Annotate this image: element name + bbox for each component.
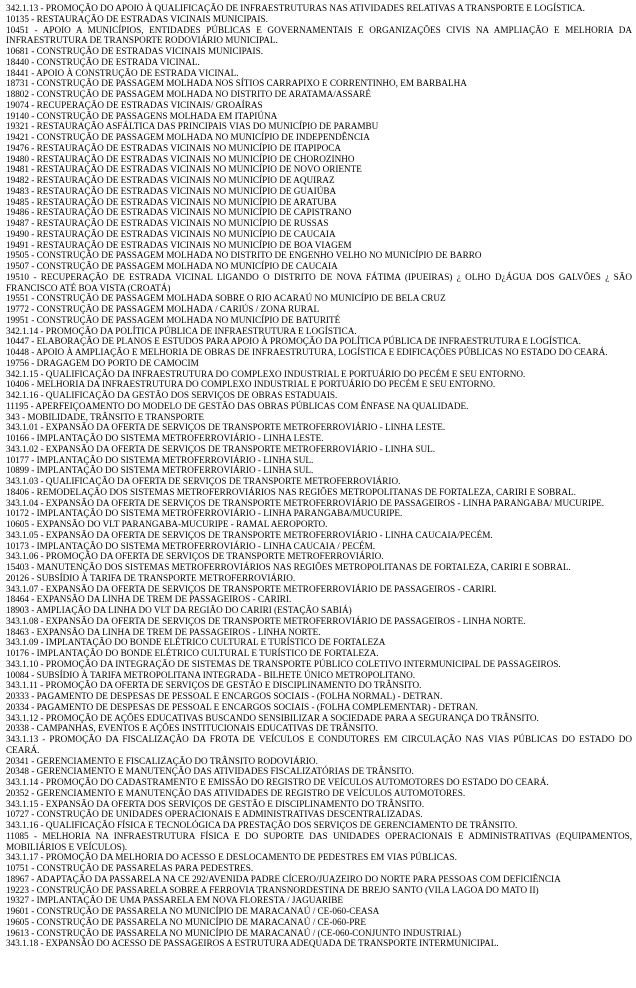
document-line: 10451 - APOIO A MUNICÍPIOS, ENTIDADES PÚBLICAS E GOVERNAMENTAIS E ORGANIZAÇÕES CIVIS NA AMPLIAÇÃO E MELHORIA DA INFRAESTRUTURA DE TRANSPORTE RODOVIÁRIO MUNICIPAL.: [6, 24, 632, 46]
document-line: 19491 - RESTAURAÇÃO DE ESTRADAS VICINAIS NO MUNICÍPIO DE BOA VIAGEM: [6, 239, 352, 250]
document-line: 10605 - EXPANSÃO DO VLT PARANGABA-MUCURIPE - RAMAL AEROPORTO.: [6, 519, 328, 529]
document-line: 343.1.02 - EXPANSÃO DA OFERTA DE SERVIÇOS DE TRANSPORTE METROFERROVIÁRIO - LINHA SUL.: [6, 443, 436, 454]
document-line: 19951 - CONSTRUÇÃO DE PASSAGEM MOLHADA NO MUNICÍPIO DE BATURITÉ: [6, 314, 341, 325]
document-line: 19327 - IMPLANTAÇÃO DE UMA PASSARELA EM NOVA FLORESTA / JAGUARIBE: [6, 895, 343, 906]
document-line: 342.1.14 - PROMOÇÃO DA POLÍTICA PÚBLICA DE INFRAESTRUTURA E LOGÍSTICA.: [6, 325, 357, 336]
document-line: 20333 - PAGAMENTO DE DESPESAS DE PESSOAL E ENCARGOS SOCIAIS - (FOLHA NORMAL) - DETRAN.: [6, 691, 443, 701]
document-line: 343.1.08 - EXPANSÃO DA OFERTA DE SERVIÇOS DE TRANSPORTE METROFERROVIÁRIO DE PASSAGEIROS - LINHA NORTE.: [6, 615, 526, 626]
document-line: 343.1.18 - EXPANSÃO DO ACESSO DE PASSAGEIROS A ESTRUTURA ADEQUADA DE TRANSPORTE INTERMUNICIPAL.: [6, 938, 499, 949]
document-line: 10173 - IMPLANTAÇÃO DO SISTEMA METROFERROVIÁRIO - LINHA CAUCAIA / PECÉM.: [6, 540, 376, 551]
document-line: 19605 - CONSTRUÇÃO DE PASSARELA NO MUNICÍPIO DE MARACANAÚ / CE-060-PRE: [6, 916, 367, 927]
document-line: 18464 - EXPANSÃO DA LINHA DE TREM DE PASSAGEIROS - CARIRI.: [6, 594, 292, 605]
document-line: 343.1.11 - PROMOÇÃO DA OFERTA DE SERVIÇOS DE GESTÃO E DISCIPLINAMENTO DO TRÂNSITO.: [6, 680, 422, 691]
document-line: 18463 - EXPANSÃO DA LINHA DE TREM DE PASSAGEIROS - LINHA NORTE.: [6, 626, 321, 637]
document-line: 19421 - CONSTRUÇÃO DE PASSAGEM MOLHADA NO MUNICÍPIO DE INDEPENDÊNCIA: [6, 132, 370, 142]
document-line: 19223 - CONSTRUÇÃO DE PASSARELA SOBRE A FERROVIA TRANSNORDESTINA DE BREJO SANTO (VILA LAGOA DO MATO II): [6, 884, 539, 895]
document-line: 10172 - IMPLANTAÇÃO DO SISTEMA METROFERROVIÁRIO - LINHA PARANGABA/MUCURIPE.: [6, 508, 403, 519]
document-line: 20352 - GERENCIAMENTO E MANUTENÇÃO DAS ATIVIDADES DE REGISTRO DE VEÍCULOS AUTOMOTORES.: [6, 787, 466, 798]
document-line: 343.1.07 - EXPANSÃO DA OFERTA DE SERVIÇOS DE TRANSPORTE METROFERROVIÁRIO DE PASSAGEIROS - CARIRI.: [6, 583, 497, 594]
document-line: 342.1.16 - QUALIFICAÇÃO DA GESTÃO DOS SERVIÇOS DE OBRAS ESTADUAIS.: [6, 390, 338, 400]
document-line: 10176 - IMPLANTAÇÃO DO BONDE ELÉTRICO CULTURAL E TURÍSTICO DE FORTALEZA.: [6, 648, 379, 658]
document-line: 19486 - RESTAURAÇÃO DE ESTRADAS VICINAIS NO MUNICÍPIO DE CAPISTRANO: [6, 207, 352, 218]
document-line: 19321 - RESTAURAÇÃO ASFÁLTICA DAS PRINCIPAIS VIAS DO MUNICÍPIO DE PARAMBU: [6, 121, 379, 132]
document-line: 20341 - GERENCIAMENTO E FISCALIZAÇÃO DO TRÂNSITO RODOVIÁRIO.: [6, 755, 318, 766]
document-line: 19551 - CONSTRUÇÃO DE PASSAGEM MOLHADA SOBRE O RIO ACARAÚ NO MUNICÍPIO DE BELA CRUZ: [6, 293, 446, 304]
document-line: 19481 - RESTAURAÇÃO DE ESTRADAS VICINAIS NO MUNICÍPIO DE NOVO ORIENTE: [6, 164, 362, 175]
document-line: 19507 - CONSTRUÇÃO DE PASSAGEM MOLHADA NO MUNICÍPIO DE CAUCAIA: [6, 261, 338, 271]
document-line: 20126 - SUBSÍDIO À TARIFA DE TRANSPORTE METROFERROVIÁRIO.: [6, 572, 296, 583]
document-line: 19485 - RESTAURAÇÃO DE ESTRADAS VICINAIS NO MUNICÍPIO DE ARATUBA: [6, 196, 337, 207]
document-line: 10751 - CONSTRUÇÃO DE PASSARELAS PARA PEDESTRES.: [6, 863, 254, 873]
document-line: 19490 - RESTAURAÇÃO DE ESTRADAS VICINAIS NO MUNICÍPIO DE CAUCAIA: [6, 228, 336, 239]
document-line: 343.1.10 - PROMOÇÃO DA INTEGRAÇÃO DE SISTEMAS DE TRANSPORTE PÚBLICO COLETIVO INTERMUNICIPAL DE PASSAGEIROS.: [6, 658, 561, 669]
document-line: 343.1.14 - PROMOÇÃO DO CADASTRAMENTO E EMISSÃO DO REGISTRO DE VEÍCULOS AUTOMOTORES DO ESTADO DO CEARÁ.: [6, 777, 549, 787]
document-line: 343.1.13 - PROMOÇÃO DA FISCALIZAÇÃO DA FROTA DE VEÍCULOS E CONDUTORES EM CIRCULAÇÃO NAS VIAS PÚBLICAS DO ESTADO DO CEARÁ.: [6, 734, 632, 755]
document-line: 10406 - MELHORIA DA INFRAESTRUTURA DO COMPLEXO INDUSTRIAL E PORTUÁRIO DO PECÉM E SEU ENTORNO.: [6, 379, 496, 390]
document-line: 11195 - APERFEIÇOAMENTO DO MODELO DE GESTÃO DAS OBRAS PÚBLICAS COM ÊNFASE NA QUALIDADE.: [6, 400, 469, 411]
document-line: 19476 - RESTAURAÇÃO DE ESTRADAS VICINAIS NO MUNICÍPIO DE ITAPIPOCA: [6, 142, 341, 153]
document-line: 18440 - CONSTRUÇÃO DE ESTRADA VICINAL.: [6, 56, 200, 67]
document-line: 18903 - AMPLIAÇÃO DA LINHA DO VLT DA REGIÃO DO CARIRI (ESTAÇÃO SABIÁ): [6, 605, 352, 615]
document-line: 19510 - RECUPERAÇÃO DE ESTRADA VICINAL LIGANDO O DISTRITO DE NOVA FÁTIMA (IPUEIRAS) ¿ OLHO D¿ÁGUA DOS GALVÕES ¿ SÃO FRANCISCO ATÉ BOA VISTA (CROATÁ): [6, 271, 632, 293]
document-line: 15403 - MANUTENÇÃO DOS SISTEMAS METROFERROVIÁRIOS NAS REGIÕES METROPOLITANAS DE FORTALEZA, CARIRI E SOBRAL.: [6, 562, 571, 572]
document-line: 10448 - APOIO À AMPLIAÇÃO E MELHORIA DE OBRAS DE INFRAESTRUTURA, LOGÍSTICA E EDIFICAÇÕES PÚBLICAS NO ESTADO DO CEARÁ.: [6, 347, 608, 357]
document-line: 19487 - RESTAURAÇÃO DE ESTRADAS VICINAIS NO MUNICÍPIO DE RUSSAS: [6, 218, 329, 228]
document-line: 19483 - RESTAURAÇÃO DE ESTRADAS VICINAIS NO MUNICÍPIO DE GUAIÚBA: [6, 185, 337, 196]
document-line: 19613 - CONSTRUÇÃO DE PASSARELA NO MUNICÍPIO DE MARACANAÚ / (CE-060-CONJUNTO INDUSTRIAL): [6, 927, 462, 938]
document-line: 18967 - ADAPTAÇÃO DA PASSARELA NA CE 292/AVENIDA PADRE CÍCERO/JUAZEIRO DO NORTE PARA PESSOAS COM DEFICIÊNCIA: [6, 873, 561, 884]
document-line: 10166 - IMPLANTAÇÃO DO SISTEMA METROFERROVIÁRIO - LINHA LESTE.: [6, 433, 324, 443]
document-line: 343.1.12 - PROMOÇÃO DE AÇÕES EDUCATIVAS BUSCANDO SENSIBILIZAR A SOCIEDADE PARA A SEGURANÇA DO TRÂNSITO.: [6, 712, 539, 723]
document-line: 18731 - CONSTRUÇÃO DE PASSAGEM MOLHADA NOS SÍTIOS CARRAPIXO E CORRENTINHO, EM BARBALHA: [6, 78, 467, 89]
document-line: 10899 - IMPLANTAÇÃO DO SISTEMA METROFERROVIÁRIO - LINHA SUL.: [6, 465, 314, 476]
document-line: 20348 - GERENCIAMENTO E MANUTENÇÃO DAS ATIVIDADES FISCALIZATÓRIAS DE TRÂNSITO.: [6, 766, 414, 777]
document-line: 10177 - IMPLANTAÇÃO DO SISTEMA METROFERROVIÁRIO - LINHA SUL.: [6, 454, 314, 465]
document-line: 10135 - RESTAURAÇÃO DE ESTRADAS VICINAIS MUNICIPAIS.: [6, 13, 268, 24]
document-line: 343 - MOBILIDADE, TRÂNSITO E TRANSPORTE: [6, 411, 205, 422]
document-line: 343.1.09 - IMPLANTAÇÃO DO BONDE ELÉTRICO CULTURAL E TURÍSTICO DE FORTALEZA: [6, 637, 386, 648]
document-line: 19482 - RESTAURAÇÃO DE ESTRADAS VICINAIS NO MUNICÍPIO DE AQUIRAZ: [6, 175, 335, 185]
document-line: 19601 - CONSTRUÇÃO DE PASSARELA NO MUNICÍPIO DE MARACANAÚ / CE-060-CEASA: [6, 906, 380, 916]
document-line: 18802 - CONSTRUÇÃO DE PASSAGEM MOLHADA NO DISTRITO DE ARATAMA/ASSARÉ: [6, 89, 372, 99]
document-line: 343.1.03 - QUALIFICAÇÃO DA OFERTA DE SERVIÇOS DE TRANSPORTE METROFERROVIÁRIO.: [6, 476, 401, 486]
document-line: 18406 - REMODELAÇÃO DOS SISTEMAS METROFERROVIÁRIOS NAS REGIÕES METROPOLITANAS DE FORTALEZA, CARIRI E SOBRAL.: [6, 486, 576, 497]
document-body: [6, 3, 632, 949]
document-line: 18441 - APOIO À CONSTRUÇÃO DE ESTRADA VICINAL.: [6, 67, 239, 78]
document-line: 10681 - CONSTRUÇÃO DE ESTRADAS VICINAIS MUNICIPAIS.: [6, 46, 264, 56]
document-line: 343.1.17 - PROMOÇÃO DA MELHORIA DO ACESSO E DESLOCAMENTO DE PEDESTRES EM VIAS PÚBLICAS.: [6, 852, 457, 863]
document-line: 20334 - PAGAMENTO DE DESPESAS DE PESSOAL E ENCARGOS SOCIAIS - (FOLHA COMPLEMENTAR) - DETRAN.: [6, 701, 478, 712]
document-line: 19074 - RECUPERAÇÃO DE ESTRADAS VICINAIS/ GROAÍRAS: [6, 99, 263, 110]
document-line: 343.1.05 - EXPANSÃO DA OFERTA DE SERVIÇOS DE TRANSPORTE METROFERROVIÁRIO - LINHA CAUCAIA/PECÉM.: [6, 529, 493, 540]
document-line: 342.1.15 - QUALIFICAÇÃO DA INFRAESTRUTURA DO COMPLEXO INDUSTRIAL E PORTUÁRIO DO PECÉM E SEU ENTORNO.: [6, 368, 526, 379]
document-line: 343.1.01 - EXPANSÃO DA OFERTA DE SERVIÇOS DE TRANSPORTE METROFERROVIÁRIO - LINHA LESTE.: [6, 422, 446, 433]
document-line: 343.1.06 - PROMOÇÃO DA OFERTA DE SERVIÇOS DE TRANSPORTE METROFERROVIÁRIO.: [6, 551, 384, 562]
document-line: 10727 - CONSTRUÇÃO DE UNIDADES OPERACIONAIS E ADMINISTRATIVAS DESCENTRALIZADAS.: [6, 809, 423, 820]
document-line: 10084 - SUBSÍDIO À TARIFA METROPOLITANA INTEGRADA - BILHETE ÚNICO METROPOLITANO.: [6, 669, 416, 680]
document-line: 343.1.15 - EXPANSÃO DA OFERTA DOS SERVIÇOS DE GESTÃO E DISCIPLINAMENTO DO TRÂNSITO.: [6, 798, 424, 809]
document-line: 10447 - ELABORAÇÃO DE PLANOS E ESTUDOS PARA APOIO À PROMOÇÃO DA POLÍTICA PÚBLICA DE INFRAESTRUTURA E LOGÍSTICA.: [6, 336, 581, 347]
document-line: 19480 - RESTAURAÇÃO DE ESTRADAS VICINAIS NO MUNICÍPIO DE CHOROZINHO: [6, 153, 355, 164]
document-line: 19756 - DRAGAGEM DO PORTO DE CAMOCIM: [6, 357, 199, 368]
document-line: 343.1.04 - EXPANSÃO DA OFERTA DE SERVIÇOS DE TRANSPORTE METROFERROVIÁRIO DE PASSAGEIROS - LINHA PARANGABA/ MUCURIPE.: [6, 497, 605, 508]
document-line: 19772 - CONSTRUÇÃO DE PASSAGEM MOLHADA / CARIÚS / ZONA RURAL: [6, 304, 320, 314]
document-line: 342.1.13 - PROMOÇÃO DO APOIO À QUALIFICAÇÃO DE INFRAESTRUTURAS NAS ATIVIDADES RELATIVAS A TRANSPORTE E LOGÍSTICA.: [6, 3, 585, 13]
document-line: 20338 - CAMPANHAS, EVENTOS E AÇÕES INSTITUCIONAIS EDUCATIVAS DE TRÂNSITO.: [6, 723, 378, 734]
document-line: 19505 - CONSTRUÇÃO DE PASSAGEM MOLHADA NO DISTRITO DE ENGENHO VELHO NO MUNICÍPIO DE BARRO: [6, 250, 482, 261]
document-line: 19140 - CONSTRUÇÃO DE PASSAGENS MOLHADA EM ITAPIÚNA: [6, 110, 278, 121]
document-line: 343.1.16 - QUALIFICAÇÃO FÍSICA E TECNOLÓGICA DA PRESTAÇÃO DOS SERVIÇOS DE GERENCIAMENTO DE TRÂNSITO.: [6, 820, 518, 830]
document-line: 11085 - MELHORIA NA INFRAESTRUTURA FÍSICA E DO SUPORTE DAS UNIDADES OPERACIONAIS E ADMINISTRATIVAS (EQUIPAMENTOS, MOBILIÁRIOS E VEÍCULOS).: [6, 830, 632, 852]
